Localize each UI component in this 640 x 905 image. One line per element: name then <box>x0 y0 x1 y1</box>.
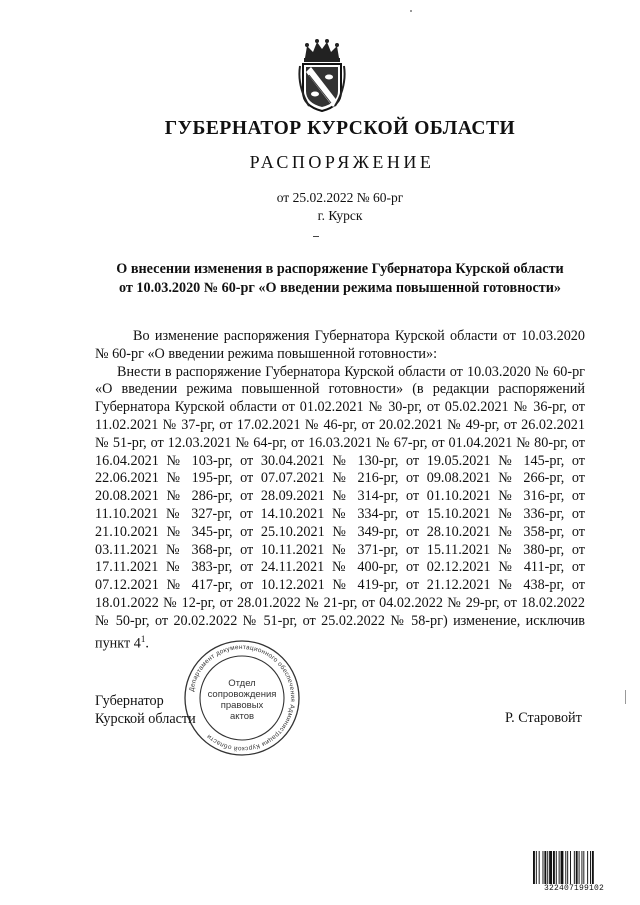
signatory-name: Р. Старовойт <box>505 710 582 726</box>
scan-speck <box>410 10 412 12</box>
subject-line-1: О внесении изменения в распоряжение Губернатора Курской области <box>116 261 564 277</box>
document-date-number: от 25.02.2022 № 60-рг <box>276 190 404 205</box>
stamp-line-3: правовых <box>220 700 264 711</box>
subject-line-2: от 10.03.2020 № 60-рг «О введении режима повышенной готовности» <box>119 280 561 296</box>
coat-of-arms-icon <box>297 36 347 112</box>
barcode-number: 322407199102 <box>532 884 616 893</box>
stamp-line-2: сопровождения <box>207 689 277 700</box>
body-paragraph-2 <box>95 364 585 653</box>
stamp-ring-text: Департамент документационного обеспечения Администрации Курской области <box>188 643 297 753</box>
separator-mark <box>313 236 319 237</box>
document-body <box>95 328 585 653</box>
signatory-title-line-1: Губернатор <box>95 693 164 709</box>
document-subject <box>95 260 585 298</box>
body-paragraph-2-text: Внести в распоряжение Губернатора Курской области от 10.03.2020 № 60-рг «О введении режима повышенной готовности» (в редакции распоряжений Губернатора Курской области от 01.02.2021 № 30-рг, от 05.02.2021 № 36-рг, от 11.02.2021 № 37-рг, от 17.02.2021 № 46-рг, от 20.02.2021 № 49-рг, от 26.02.2021 № 51-рг, от 12.03.2021 № 64-рг, от 16.03.2021 № 67-рг, от 01.04.2021 № 80-рг, от 16.04.2021 № 103-рг, от 30.04.2021 № 130-рг, от 19.05.2021 № 145-рг, от 22.06.2021 № 195-рг, от 07.07.2021 № 216-рг, от 09.08.2021 № 266-рг, от 20.08.2021 № 286-рг, от 28.09.2021 № 314-рг, от 01.10.2021 № 316-рг, от 11.10.2021 № 327-рг, от 14.10.2021 № 334-рг, от 15.10.2021 № 336-рг, от 21.10.2021 № 345-рг, от 25.10.2021 № 349-рг, от 28.10.2021 № 358-рг, от 03.11.2021 № 368-рг, от 10.11.2021 № 371-рг, от 15.11.2021 № 380-рг, от 17.11.2021 № 383-рг, от 24.11.2021 № 400-рг, от 02.12.2021 № 411-рг, от 07.12.2021 № 417-рг, от 10.12.2021 № 419-рг, от 21.12.2021 № 438-рг, от 18.01.2022 № 12-рг, от 28.01.2022 № 21-рг, от 04.02.2022 № 29-рг, от 18.02.2022 № 50-рг, от 20.02.2022 № 51-рг, от 25.02.2022 № 58-рг) изменение, исключив пункт 4 <box>95 363 585 652</box>
footnote-superscript: 1 <box>140 633 146 644</box>
stamp-inner-text <box>196 678 288 722</box>
signatory-title-line-2: Курской области <box>95 711 196 727</box>
scan-speck <box>625 690 626 704</box>
signatory-title <box>95 692 196 728</box>
body-paragraph-1: Во изменение распоряжения Губернатора Курской области от 10.03.2020 № 60-рг «О введении режима повышенной готовности»: <box>95 328 585 362</box>
body-paragraph-2-end: . <box>145 635 149 652</box>
organization-title: ГУБЕРНАТОР КУРСКОЙ ОБЛАСТИ <box>164 118 516 139</box>
document-city: г. Курск <box>317 208 363 223</box>
stamp-line-4: актов <box>229 711 255 722</box>
stamp-line-1: Отдел <box>228 678 256 689</box>
document-type: РАСПОРЯЖЕНИЕ <box>249 152 435 172</box>
